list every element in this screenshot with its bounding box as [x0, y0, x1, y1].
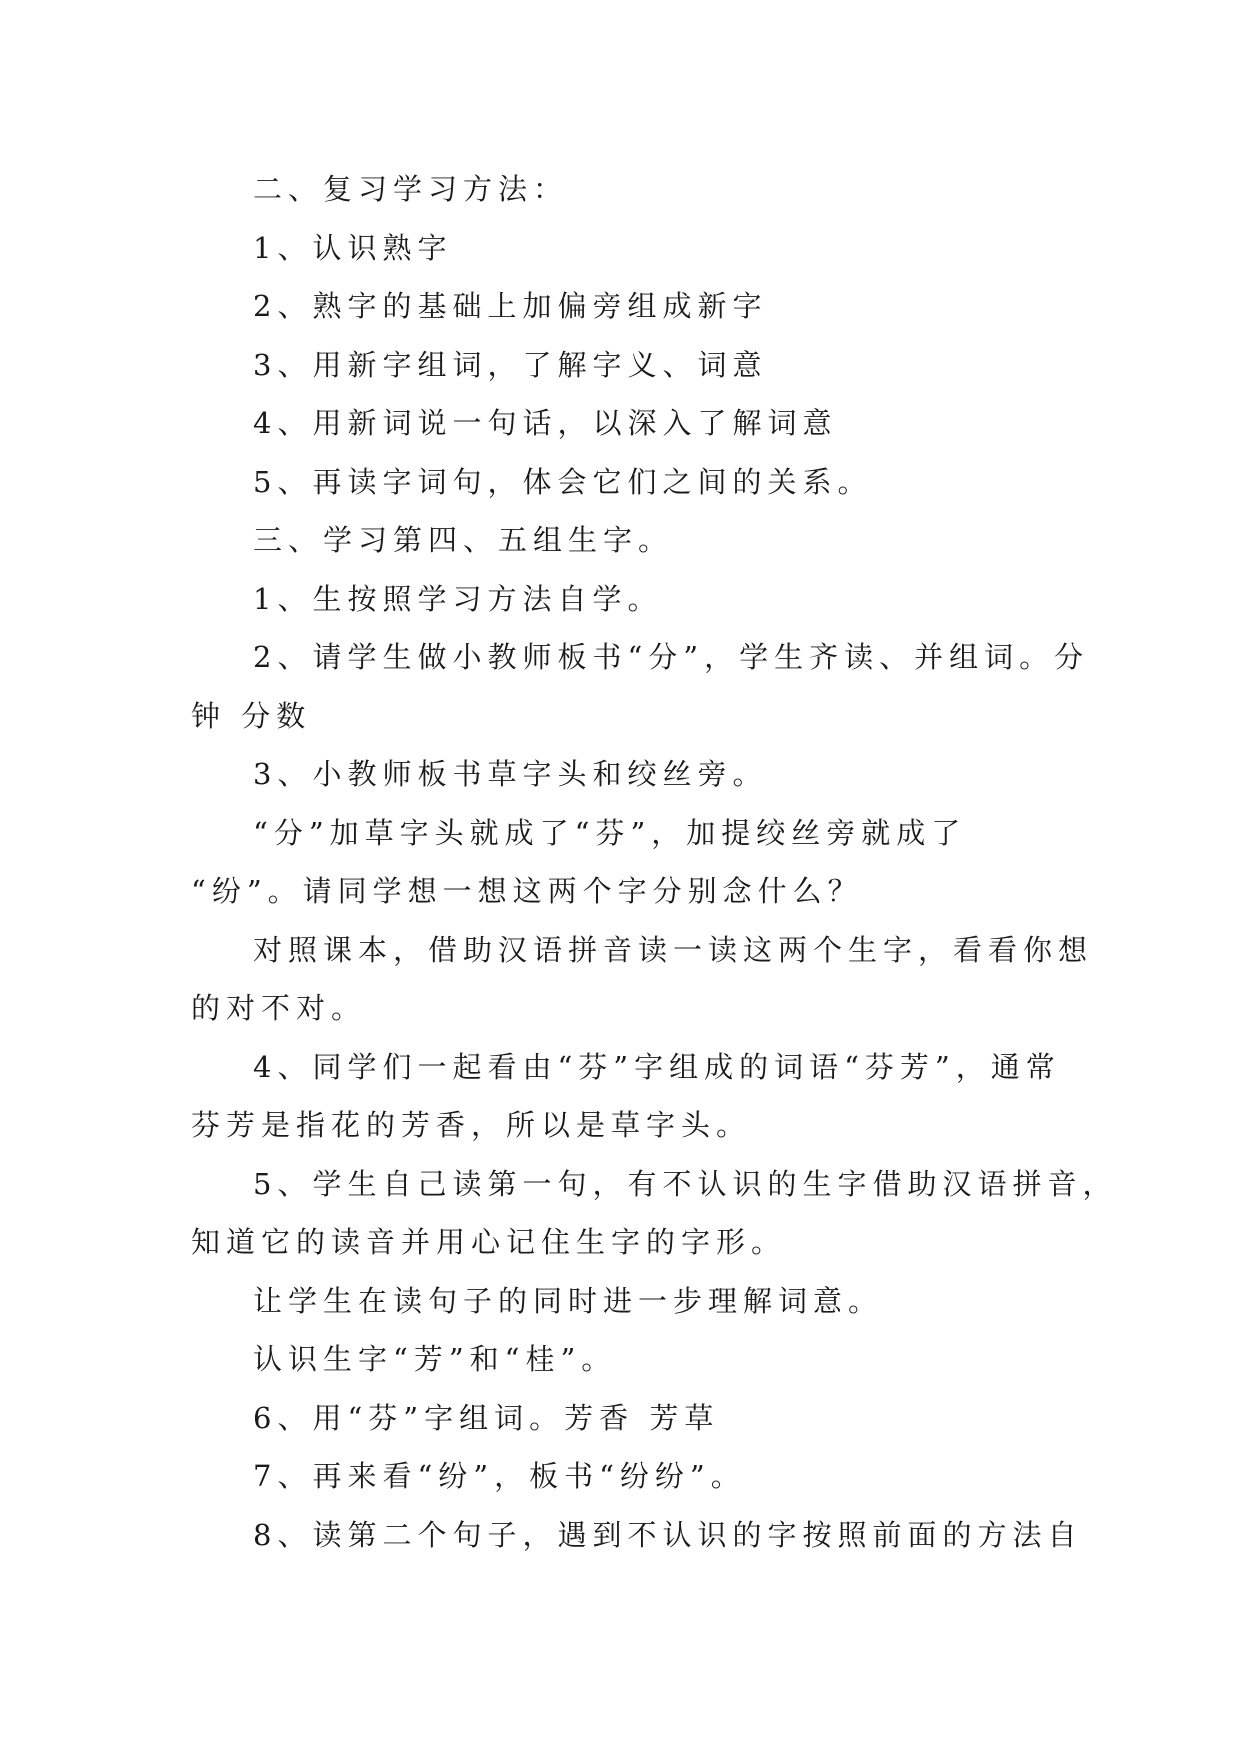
- text-line: 6、用“芬”字组词。芳香 芳草: [253, 1400, 720, 1435]
- text-line: 认识生字“芳”和“桂”。: [253, 1342, 617, 1376]
- document-body: [191, 160, 1118, 1564]
- text-line: 对照课本，借助汉语拼音读一读这两个生字，看看你想: [253, 932, 1094, 967]
- text-line: 3、小教师板书草字头和绞丝旁。: [253, 757, 768, 791]
- text-line: 3、用新字组词，了解字义、词意: [253, 347, 768, 382]
- text-line: 三、学习第四、五组生字。: [253, 523, 674, 557]
- text-line: 2、熟字的基础上加偏旁组成新字: [253, 289, 768, 323]
- text-line: 5、再读字词句，体会它们之间的关系。: [253, 464, 873, 499]
- text-line: 8、读第二个句子，遇到不认识的字按照前面的方法自: [253, 1517, 1083, 1552]
- text-line: 7、再来看“纷”，板书“纷纷”。: [253, 1459, 746, 1493]
- text-line: 4、用新词说一句话，以深入了解词意: [253, 406, 838, 440]
- text-line: “分”加草字头就成了“芬”，加提绞丝旁就成了: [253, 815, 967, 850]
- text-line: “纷”。请同学想一想这两个字分别念什么？: [191, 874, 863, 908]
- text-line: 4、同学们一起看由“芬”字组成的词语“芬芳”，通常: [253, 1049, 1061, 1084]
- text-line: 1、认识熟字: [253, 230, 453, 265]
- text-line: 2、请学生做小教师板书“分”，学生齐读、并组词。分: [253, 640, 1090, 674]
- text-line: 钟 分数: [191, 698, 312, 733]
- text-line: 芬芳是指花的芳香，所以是草字头。: [191, 1108, 752, 1142]
- text-line: 1、生按照学习方法自学。: [253, 581, 663, 616]
- text-line: 知道它的读音并用心记住生字的字形。: [191, 1225, 787, 1259]
- text-line: 二、复习学习方法：: [253, 172, 569, 206]
- text-line: 的对不对。: [191, 991, 367, 1025]
- text-line: 让学生在读句子的同时进一步理解词意。: [253, 1283, 884, 1318]
- text-line: 5、学生自己读第一句，有不认识的生字借助汉语拼音，: [253, 1166, 1118, 1201]
